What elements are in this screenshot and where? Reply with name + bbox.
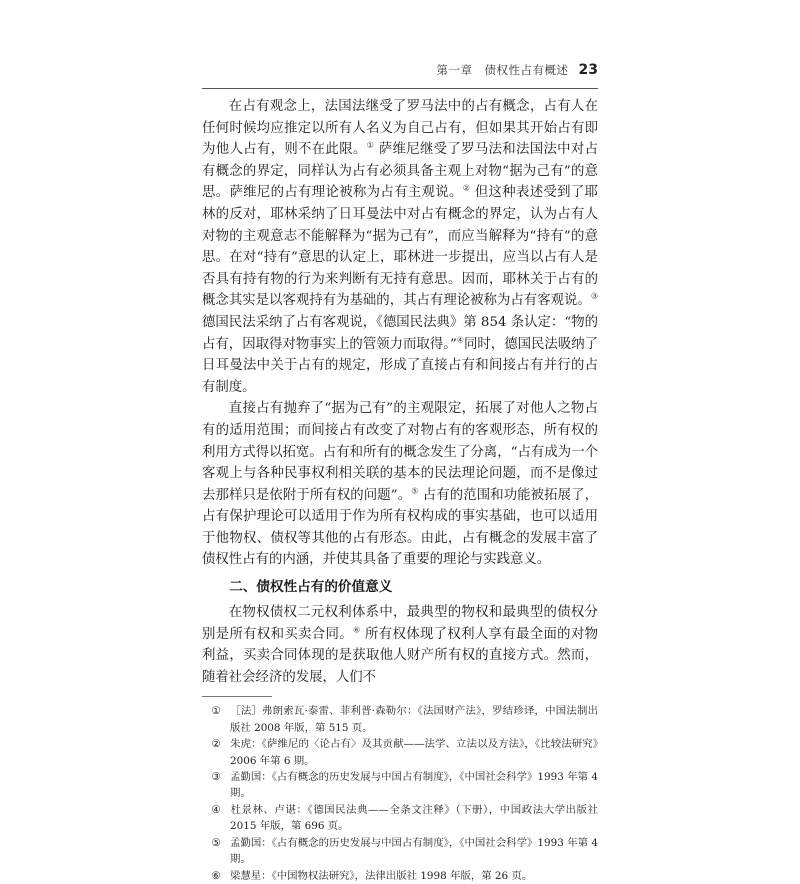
page-number: 23 bbox=[578, 62, 598, 78]
footnote-ref: ⑤ bbox=[411, 486, 419, 496]
footnote-marker: ② bbox=[211, 738, 221, 751]
paragraph-text: 所有权体现了权利人享有最全面的对物利益，买卖合同体现的是获取他人财产所有权的直接方式。然而，随着社会经济的发展，人们不 bbox=[202, 626, 599, 685]
paragraph-2 bbox=[202, 398, 598, 571]
paragraph-text: 同时，德国民法吸纳了日耳曼法中关于占有的规定，形成了直接占有和间接占有并行的占有制度。 bbox=[202, 336, 599, 395]
chapter-title: 第一章 债权性占有概述 bbox=[436, 63, 569, 77]
footnote-ref: ④ bbox=[456, 335, 464, 345]
page-body bbox=[202, 96, 598, 884]
footnote-marker: ⑤ bbox=[211, 836, 221, 849]
footnote-text: 孟勤国：《占有概念的历史发展与中国占有制度》，《中国社会科学》1993 年第 4 期。 bbox=[230, 836, 598, 866]
footnote-marker: ④ bbox=[211, 803, 221, 816]
footnote-ref: ③ bbox=[590, 291, 598, 301]
footnote-marker: ③ bbox=[211, 771, 221, 784]
footnote-3 bbox=[202, 769, 598, 802]
footnote-ref: ⑥ bbox=[352, 625, 361, 635]
paragraph-text: 在占有观念上，法国法继受了罗马法中的占有概念，占有人在任何时候均应推定以所有人名义为自己占有，但如果其开始占有即为他人占有，则不在此限。 bbox=[202, 99, 598, 158]
footnote-marker: ① bbox=[211, 705, 221, 718]
footnote-ref: ① bbox=[366, 140, 375, 150]
paragraph-text: 德国民法采纳了占有客观说，《德国民法典》第 854 条认定：“物的占有，因取得对物事实上的管领力而取得。” bbox=[202, 314, 598, 352]
footnote-text: 孟勤国：《占有概念的历史发展与中国占有制度》，《中国社会科学》1993 年第 4 期。 bbox=[230, 771, 598, 800]
paragraph-text: 占有的范围和功能被拓展了，占有保护理论可以适用于作为所有权构成的事实基础，也可以适用于他物权、债权等其他的占有形态。由此，占有概念的发展丰富了债权性占有的内涵，并使其具备了重要的理论与实践意义。 bbox=[202, 487, 598, 568]
section-heading: 二、债权性占有的价值意义 bbox=[229, 579, 393, 596]
paragraph-text: 但这种表述受到了耶林的反对，耶林采纳了日耳曼法中对占有概念的界定，认为占有人对物的主观意志不能解释为“据为己有”，而应当解释为“持有”的意思。在对“持有”意思的认定上，耶林进一步提出，应当以占有人是否具有持有物的行为来判断有无持有意思。因而，耶林关于占有的概念其实是以客观持有为基础的，其占有理论被称为占有客观说。 bbox=[202, 185, 599, 309]
footnote-text: 朱虎：《萨维尼的〈论占有〉及其贡献——法学、立法以及方法》，《比较法研究》2006 年第 6 期。 bbox=[230, 738, 598, 767]
footnote-marker: ⑥ bbox=[211, 869, 221, 882]
footnote-text: 梁慧星：《中国物权法研究》，法律出版社 1998 年版，第 26 页。 bbox=[230, 869, 533, 882]
footnote-6 bbox=[202, 868, 598, 884]
paragraph-1 bbox=[202, 96, 598, 398]
running-header bbox=[202, 62, 598, 89]
footnote-1 bbox=[202, 703, 598, 736]
paragraph-3 bbox=[202, 602, 598, 688]
footnote-2 bbox=[202, 736, 598, 769]
paragraph-text: 直接占有抛弃了“据为己有”的主观限定，拓展了对他人之物占有的适用范围；而间接占有改变了对物占有的客观形态，所有权的利用方式得以拓宽。占有和所有的概念发生了分离，“占有成为一个客观上与各种民事权利相关联的基本的民法理论问题，而不是像过去那样只是依附于所有权的问题”。 bbox=[202, 401, 598, 503]
footnote-ref: ② bbox=[462, 183, 471, 193]
footnote-5 bbox=[202, 835, 598, 868]
paragraph-text: 在物权债权二元权利体系中，最典型的物权和最典型的债权分别是所有权和买卖合同。 bbox=[202, 605, 598, 642]
footnote-divider bbox=[202, 696, 272, 697]
footnote-4 bbox=[202, 802, 598, 835]
footnotes bbox=[202, 703, 598, 883]
footnote-text: ［法］弗朗索瓦·泰雷、菲利普·森勒尔：《法国财产法》，罗结珍译，中国法制出版社 2008 年版，第 515 页。 bbox=[230, 705, 598, 734]
footnote-text: 杜景林、卢谌：《德国民法典——全条文注释》（下册），中国政法大学出版社 2015 年版，第 696 页。 bbox=[230, 803, 598, 833]
paragraph-text: 萨维尼继受了罗马法和法国法中对占有概念的界定，同样认为占有必须具备主观上对物“据为己有”的意思。萨维尼的占有理论被称为占有主观说。 bbox=[202, 142, 599, 201]
